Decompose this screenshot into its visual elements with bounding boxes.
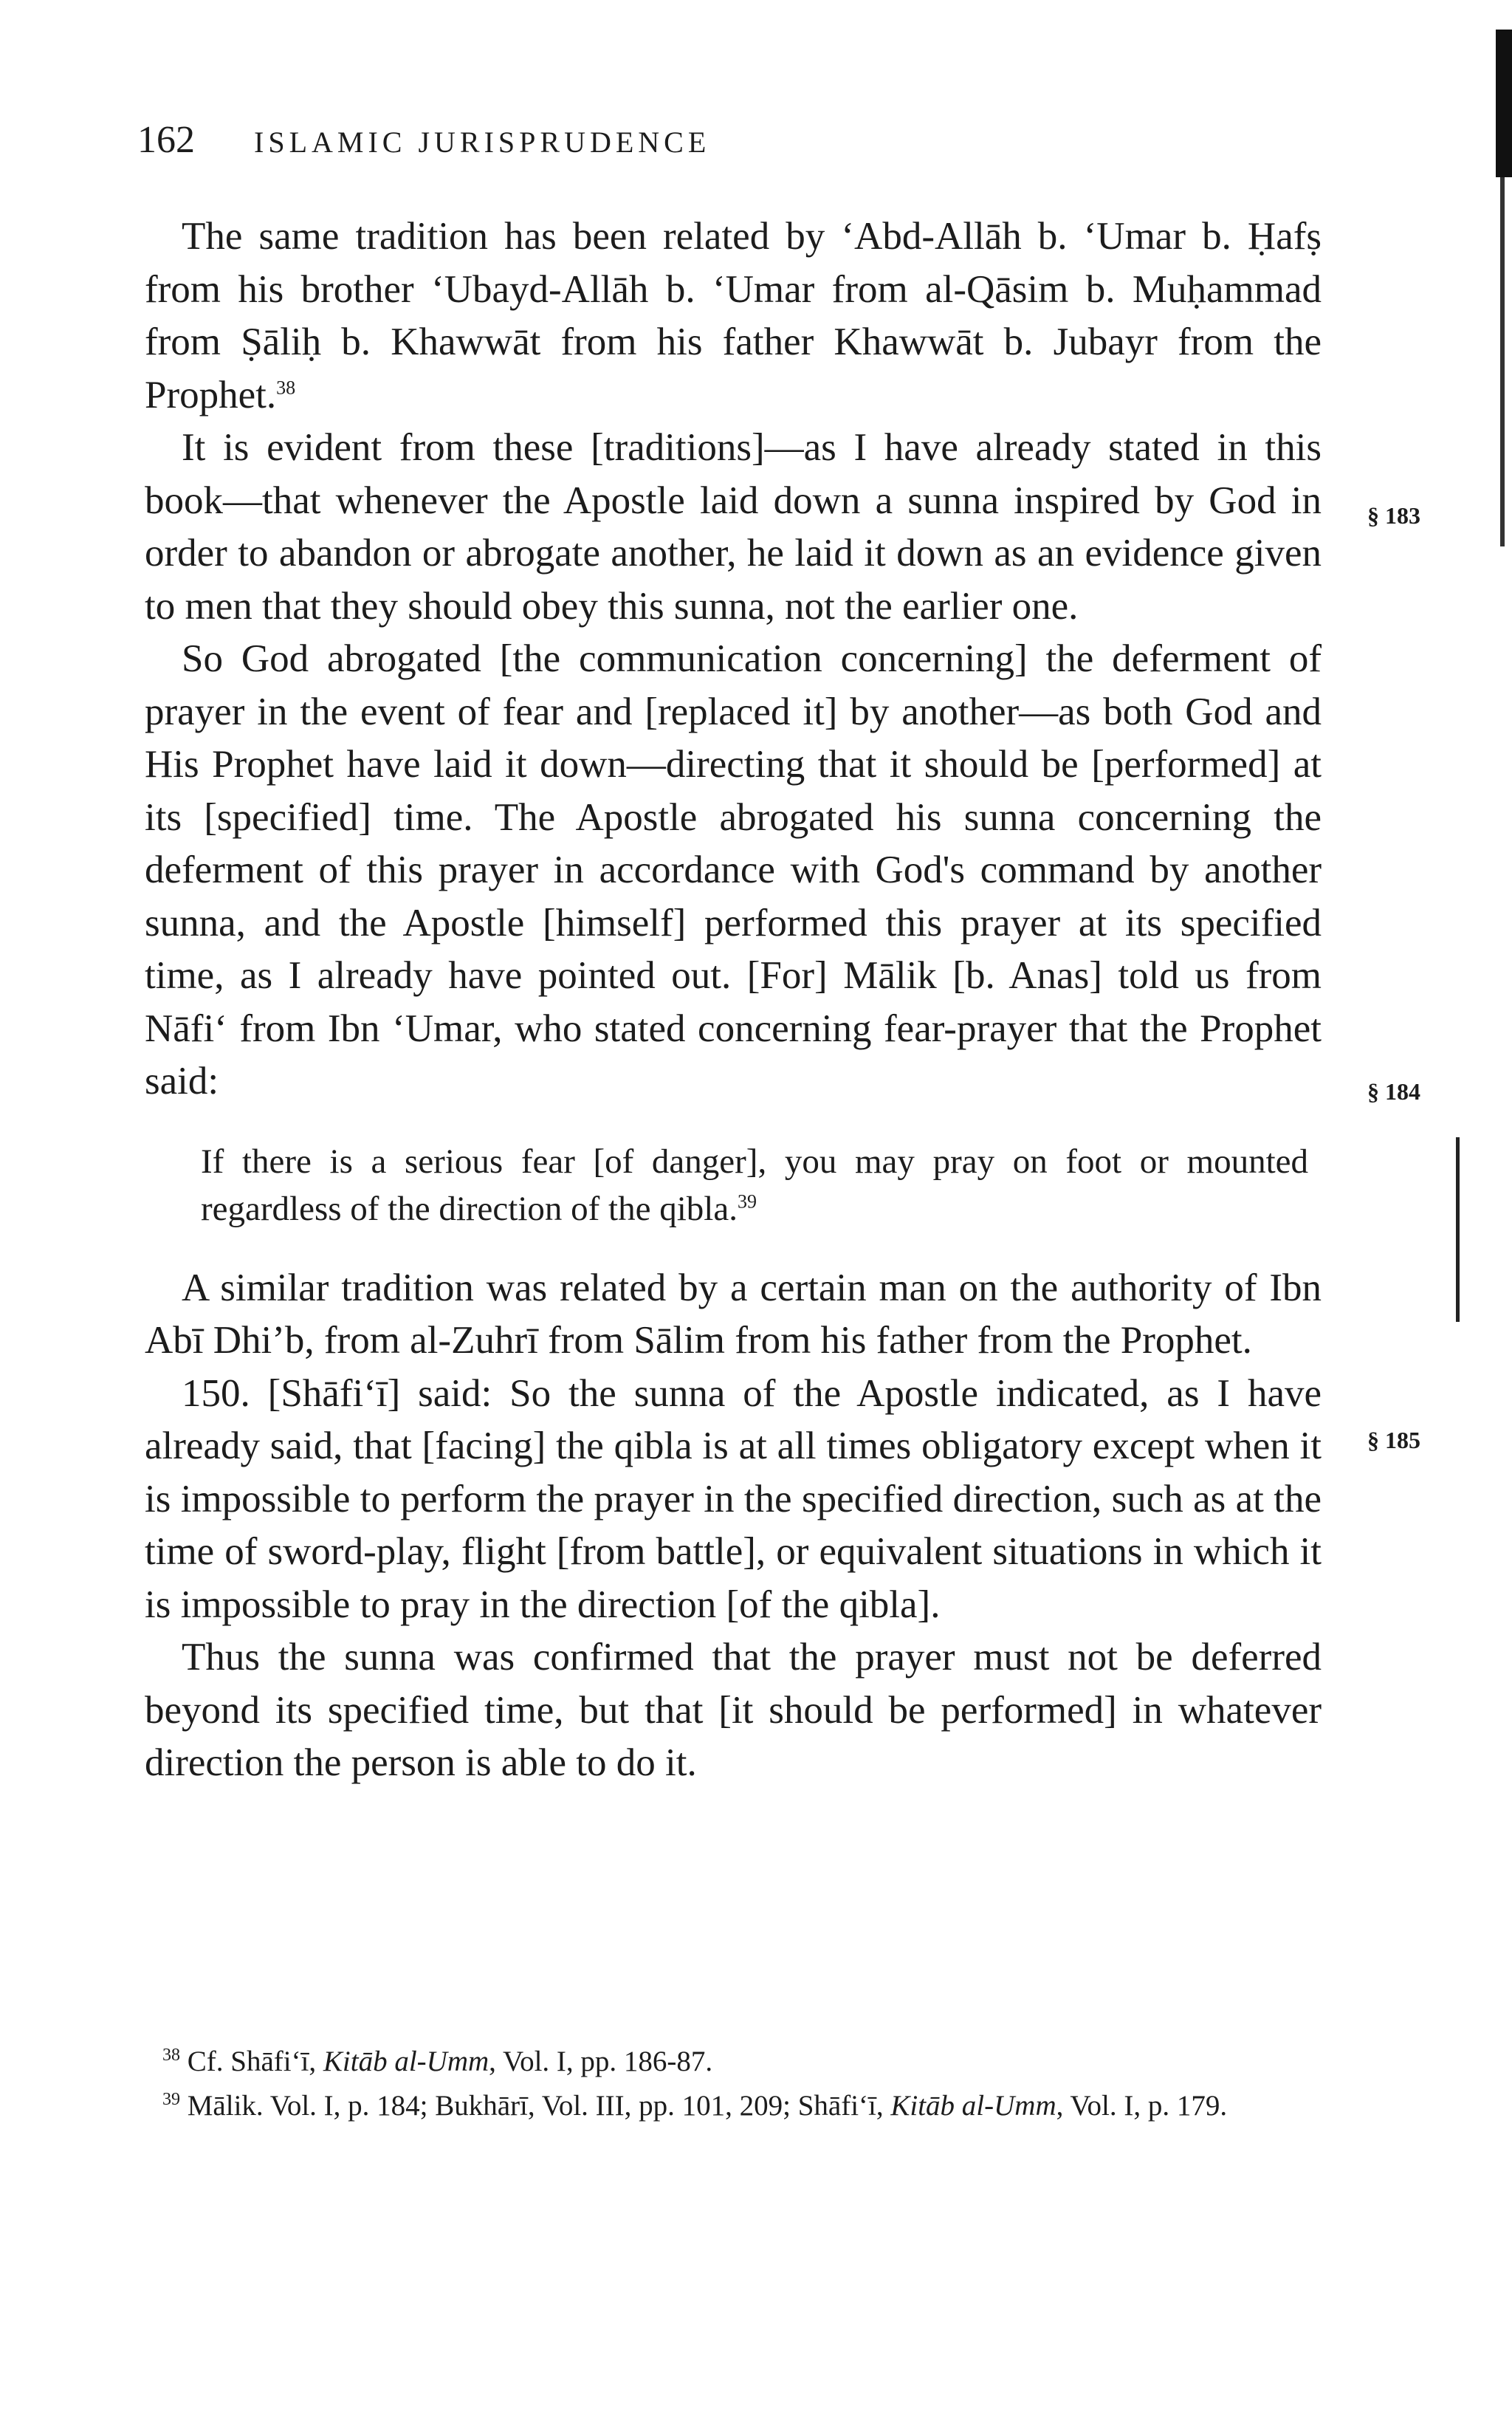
scan-border-top-right xyxy=(1496,30,1512,177)
page-header xyxy=(137,118,710,162)
footnotes xyxy=(162,2040,1329,2128)
block-quote xyxy=(201,1138,1308,1233)
footnote xyxy=(162,2040,1329,2084)
paragraph xyxy=(145,210,1322,422)
footnote-ref: 38 xyxy=(276,376,296,398)
footnote-book-title: Kitāb al-Umm xyxy=(323,2046,489,2077)
footnote-text: Cf. Shāfi‘ī, xyxy=(187,2046,323,2077)
scan-mark xyxy=(1456,1137,1460,1322)
page-number: 162 xyxy=(137,119,195,161)
margin-section-number: § 184 xyxy=(1367,1078,1420,1105)
footnote xyxy=(162,2084,1329,2128)
footnote-mark: 38 xyxy=(162,2046,180,2065)
footnote-ref: 39 xyxy=(737,1190,757,1212)
paragraph: A similar tradition was related by a certain man on the authority of Ibn Abī Dhi’b, from al-Zuhrī from Sālim from his father from the Prophet. xyxy=(145,1266,1322,1362)
footnote-text: , Vol. I, pp. 186-87. xyxy=(489,2046,713,2077)
scan-border-right xyxy=(1500,177,1505,546)
paragraph-text: The same tradition has been related by ‘Abd-Allāh b. ‘Umar b. Ḥafṣ from his brother ‘Ubayd-Allāh b. ‘Umar from al-Qāsim b. Muḥammad from Ṣāliḥ b. Khawwāt from his father Khawwāt b. Jubayr from the Prophet. xyxy=(145,215,1322,416)
footnote-text: , Vol. I, p. 179. xyxy=(1056,2090,1228,2122)
footnote-mark: 39 xyxy=(162,2090,180,2109)
margin-section-number: § 183 xyxy=(1367,502,1420,529)
margin-section-number: § 185 xyxy=(1367,1427,1420,1453)
paragraph: It is evident from these [traditions]—as I have already stated in this book—that whenever the Apostle laid down a sunna inspired by God in order to abandon or abrogate another, he laid it down as an evidence given to men that they should obey this sunna, not the earlier one. xyxy=(145,426,1322,628)
main-text xyxy=(145,210,1322,1790)
paragraph: Thus the sunna was confirmed that the prayer must not be deferred beyond its specified time, but that [it should be performed] in whatever direction the person is able to do it. xyxy=(145,1636,1322,1784)
quote-text: If there is a serious fear [of danger], you may pray on foot or mounted regardless of the direction of the qibla. xyxy=(201,1142,1308,1228)
paragraph: So God abrogated [the communication concerning] the deferment of prayer in the event of fear and [replaced it] by another—as both God and His Prophet have laid it down—directing that it should be [performed] at its [specified] time. The Apostle abrogated his sunna concerning the deferment of this prayer in accordance with God's command by another sunna, and the Apostle [himself] performed this prayer at its specified time, as I already have pointed out. [For] Mālik [b. Anas] told us from Nāfi‘ from Ibn ‘Umar, who stated concerning fear-prayer that the Prophet said: xyxy=(145,637,1322,1103)
running-title: ISLAMIC JURISPRUDENCE xyxy=(254,126,711,159)
paragraph: 150. [Shāfi‘ī] said: So the sunna of the Apostle indicated, as I have already said, that [facing] the qibla is at all times obligatory except when it is impossible to perform the prayer in the specified direction, such as at the time of sword-play, flight [from battle], or equivalent situations in which it is impossible to pray in the direction [of the qibla]. xyxy=(145,1371,1322,1626)
footnote-text: Mālik. Vol. I, p. 184; Bukhārī, Vol. III, pp. 101, 209; Shāfi‘ī, xyxy=(187,2090,891,2122)
footnote-book-title: Kitāb al-Umm xyxy=(890,2090,1056,2122)
